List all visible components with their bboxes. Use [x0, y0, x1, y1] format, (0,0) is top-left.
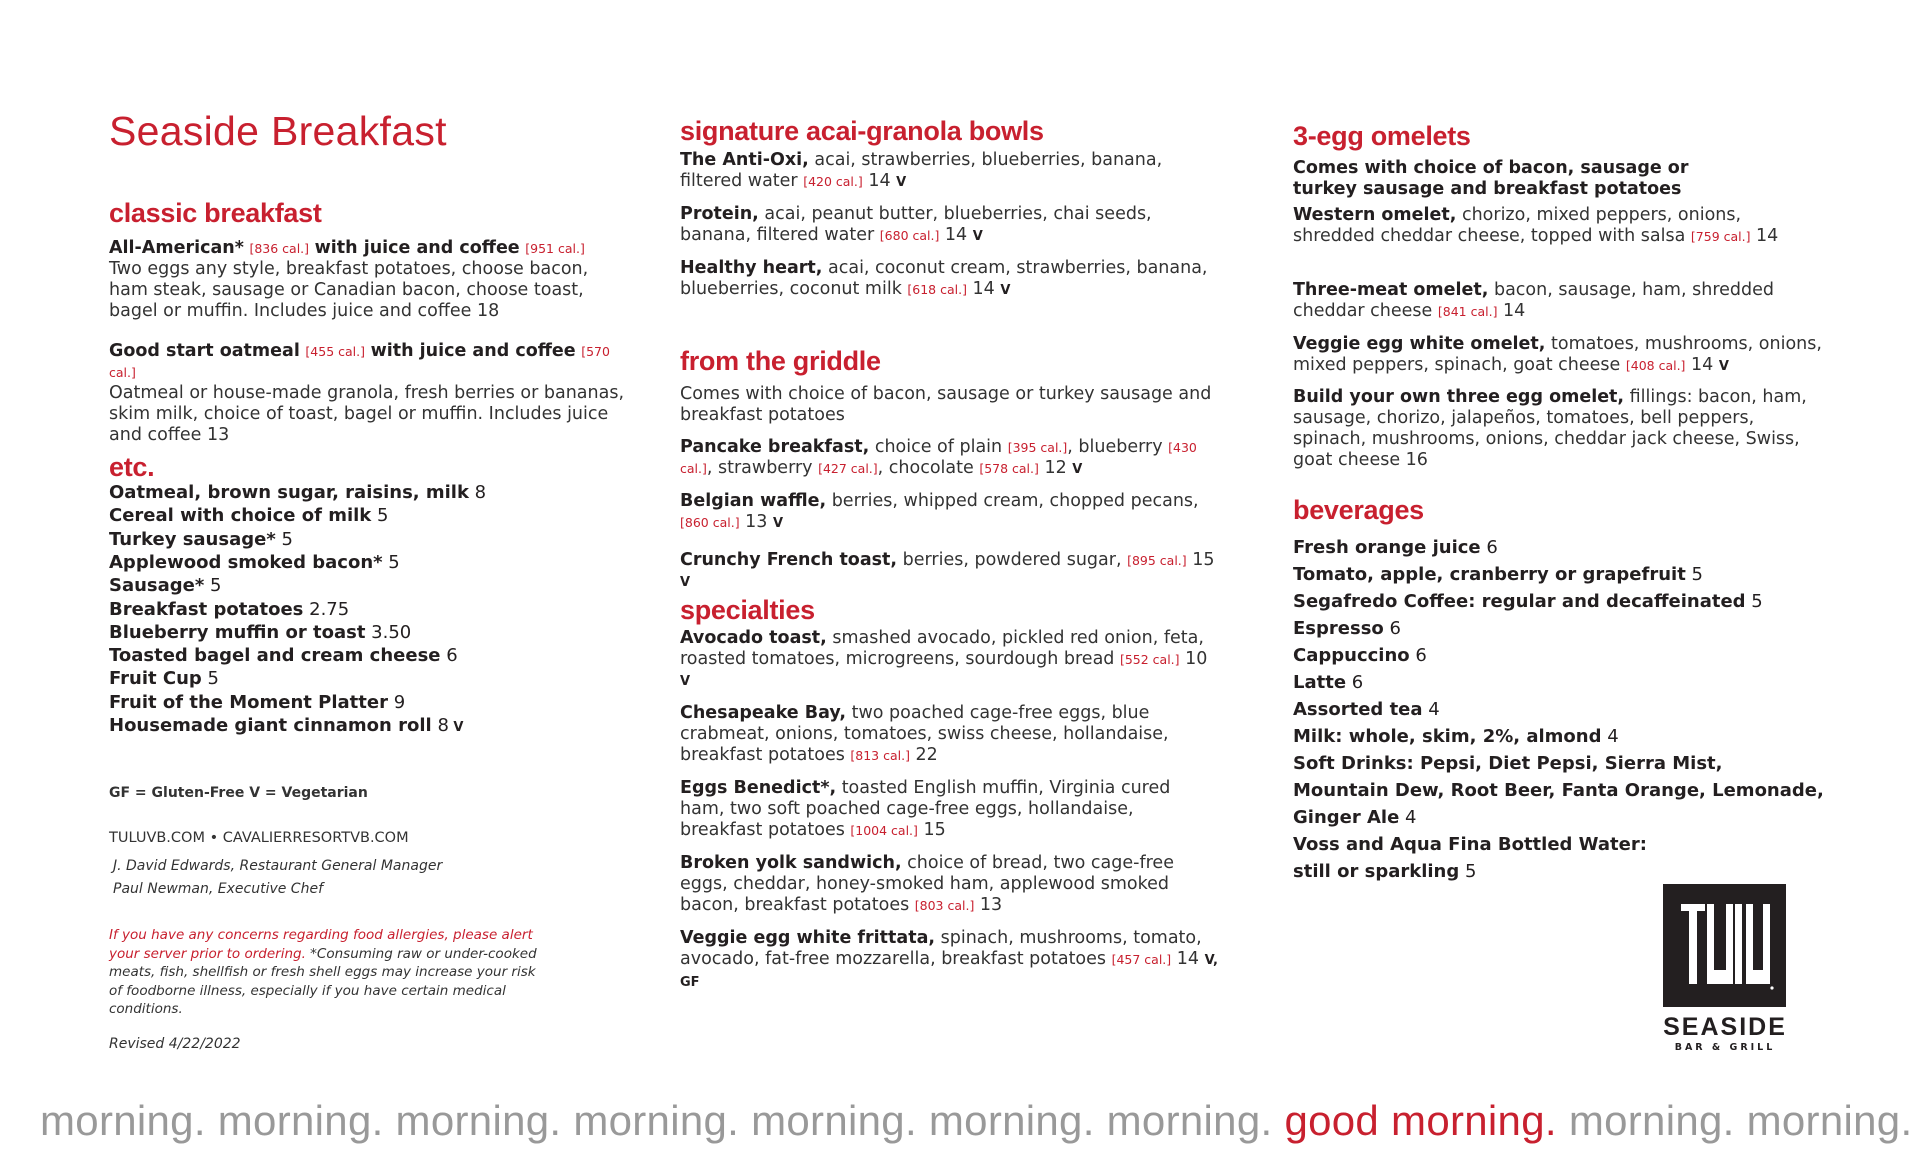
item-name: Turkey sausage* [109, 528, 276, 550]
menu-item [1293, 387, 1823, 471]
etc-item [109, 528, 293, 551]
item-name: Breakfast potatoes [109, 598, 304, 620]
page-title: Seaside Breakfast [109, 108, 447, 154]
item-name: Eggs Benedict*, [680, 778, 837, 798]
item-name: Applewood smoked bacon* [109, 551, 383, 573]
item-price: 5 [201, 668, 219, 690]
beverage-item [1293, 804, 1417, 831]
tulu-seaside-logo [1663, 884, 1787, 1053]
item-description: choice of bread, two cage-free eggs, cheddar, honey-smoked ham, applewood smoked bacon, breakfast potatoes [680, 853, 1174, 915]
allergy-notice [109, 926, 549, 1019]
item-price: 5 [1685, 564, 1703, 585]
item-description: tomatoes, mushrooms, onions, mixed peppers, spinach, goat cheese [1293, 334, 1822, 375]
menu-item-french-toast [680, 550, 1220, 593]
item-name: Toasted bagel and cream cheese [109, 645, 441, 667]
calorie-label: [395 cal.] [1007, 440, 1068, 455]
item-description: smashed avocado, pickled red onion, feta, roasted tomatoes, microgreens, sourdough bread [680, 628, 1204, 669]
item-description: toasted English muffin, Virginia cured ham, two soft poached cage-free eggs, hollandaise, breakfast potatoes [680, 778, 1171, 840]
beverage-item [1293, 831, 1647, 858]
menu-item-all-american [109, 238, 629, 322]
item-name: Latte [1293, 672, 1347, 693]
calorie-label: [457 cal.] [1111, 952, 1172, 967]
tulu-logo-icon [1663, 884, 1786, 1007]
item-name: Belgian waffle, [680, 491, 827, 511]
beverage-item [1293, 642, 1427, 669]
websites-text: TULUVB.COM • CAVALIERRESORTVB.COM [109, 830, 409, 846]
etc-item [109, 714, 464, 739]
item-description: fillings: bacon, ham, sausage, chorizo, jalapeños, tomatoes, bell peppers, spinach, mushrooms, onions, cheddar jack cheese, Swiss, goat cheese 16 [1293, 387, 1807, 470]
footer-good-morning: good morning. [1284, 1097, 1557, 1144]
item-name: Crunchy French toast, [680, 550, 898, 570]
item-price: 6 [1383, 618, 1401, 639]
item-price: 4 [1399, 807, 1417, 828]
menu-item-belgian-waffle [680, 491, 1220, 534]
menu-item [680, 853, 1220, 916]
item-price: 5 [1745, 591, 1763, 612]
menu-item [1293, 205, 1823, 247]
dietary-tag: V [1072, 462, 1083, 477]
calorie-label: [552 cal.] [1119, 652, 1180, 667]
item-price: 14 [966, 279, 1001, 299]
item-description: acai, coconut cream, strawberries, banana, blueberries, coconut milk [680, 258, 1208, 299]
item-name: Good start oatmeal [109, 341, 300, 361]
item-price: 14 [1171, 949, 1205, 969]
beverage-item [1293, 750, 1722, 777]
calorie-label: [427 cal.] [818, 461, 878, 476]
calorie-label: [895 cal.] [1127, 553, 1187, 568]
calorie-label: [430 cal.] [680, 440, 1197, 476]
item-name: Tomato, apple, cranberry or grapefruit [1293, 564, 1686, 585]
consumption-warning: *Consuming raw or under-cooked meats, fish, shellfish or fresh shell eggs may increase your risk of foodborne illness, especially if you have certain medical conditions. [109, 945, 537, 1017]
item-name: Pancake breakfast, [680, 437, 870, 457]
dietary-tag: V [448, 720, 464, 735]
item-name: Segafredo Coffee: regular and decaffeinated [1293, 591, 1746, 612]
revised-date: Revised 4/22/2022 [109, 1036, 241, 1052]
item-name-suffix: with juice and coffee [370, 341, 576, 361]
omelets-heading: 3-egg omelets [1293, 121, 1471, 151]
calorie-label: [1004 cal.] [850, 823, 918, 838]
item-price: 13 [974, 895, 1003, 915]
menu-item-good-start-oatmeal [109, 341, 629, 446]
griddle-heading: from the griddle [680, 346, 881, 376]
item-name: still or sparkling [1293, 861, 1460, 882]
item-description: bacon, sausage, ham, shredded cheddar cheese [1293, 280, 1774, 321]
item-description: spinach, mushrooms, tomato, avocado, fat-free mozzarella, breakfast potatoes [680, 928, 1202, 969]
item-name: Mountain Dew, Root Beer, Fanta Orange, Lemonade, [1293, 780, 1824, 801]
item-description: choice of plain [869, 437, 1008, 457]
etc-item [109, 481, 486, 504]
item-name: Chesapeake Bay, [680, 703, 847, 723]
calorie-label: [860 cal.] [680, 515, 740, 530]
item-price: 6 [1480, 537, 1498, 558]
item-description: berries, whipped cream, chopped pecans, [826, 491, 1199, 511]
item-price: 3.50 [365, 621, 412, 643]
item-name: Cereal with choice of milk [109, 505, 372, 527]
item-price: 5 [204, 575, 222, 597]
griddle-intro: Comes with choice of bacon, sausage or turkey sausage and breakfast potatoes [680, 384, 1212, 425]
beverage-item [1293, 723, 1619, 750]
item-description: Two eggs any style, breakfast potatoes, choose bacon, ham steak, sausage or Canadian bacon, choose toast, bagel or muffin. Includes juice and coffee 18 [109, 259, 589, 321]
item-description: two poached cage-free eggs, blue crabmeat, onions, tomatoes, swiss cheese, hollandaise, breakfast potatoes [680, 703, 1169, 765]
item-name: Soft Drinks: Pepsi, Diet Pepsi, Sierra Mist, [1293, 753, 1723, 774]
menu-item [680, 928, 1220, 993]
item-description: acai, strawberries, blueberries, banana, filtered water [680, 150, 1163, 191]
item-name: Milk: whole, skim, 2%, almond [1293, 726, 1602, 747]
beverage-item [1293, 858, 1476, 885]
etc-item [109, 691, 405, 714]
item-description: chorizo, mixed peppers, onions, shredded cheddar cheese, topped with salsa [1293, 205, 1742, 246]
etc-item [109, 504, 388, 527]
calorie-label: [420 cal.] [803, 174, 863, 189]
footer-morning-repeat: morning. morning. morning. morning. morning. morning. morning. [40, 1097, 1285, 1144]
item-price: 15 [1186, 550, 1215, 570]
item-name: Blueberry muffin or toast [109, 621, 366, 643]
menu-item [680, 628, 1220, 692]
menu-item-pancake [680, 437, 1220, 480]
logo-text-bar-grill: BAR & GRILL [1674, 1042, 1776, 1053]
etc-item [109, 621, 411, 644]
beverage-item [1293, 777, 1824, 804]
item-name: Espresso [1293, 618, 1384, 639]
item-name: Ginger Ale [1293, 807, 1400, 828]
item-price: 8 [431, 715, 449, 736]
item-price: 5 [371, 505, 389, 527]
item-name: Cappuccino [1293, 645, 1410, 666]
staff-manager: J. David Edwards, Restaurant General Manager [113, 858, 443, 874]
item-description: acai, peanut butter, blueberries, chai seeds, banana, filtered water [680, 204, 1152, 245]
dietary-tag: V [896, 175, 907, 190]
etc-item [109, 551, 400, 574]
item-price: 2.75 [303, 598, 350, 620]
item-name: Housemade giant cinnamon roll [109, 715, 432, 736]
item-description: berries, powdered sugar, [897, 550, 1128, 570]
item-price: 10 [1179, 649, 1208, 669]
item-price: 13 [739, 512, 773, 532]
item-name-suffix: with juice and coffee [314, 238, 520, 258]
item-name: Western omelet, [1293, 205, 1457, 225]
beverage-item [1293, 696, 1440, 723]
item-price: 6 [1409, 645, 1427, 666]
calorie-label: [680 cal.] [879, 228, 940, 243]
item-name: Voss and Aqua Fina Bottled Water: [1293, 834, 1647, 855]
menu-item [1293, 280, 1823, 322]
item-description: Oatmeal or house-made granola, fresh berries or bananas, skim milk, choice of toast, bagel or muffin. Includes juice and coffee 13 [109, 383, 625, 445]
legend-text: GF = Gluten-Free V = Vegetarian [109, 785, 368, 801]
beverage-item [1293, 534, 1498, 561]
item-price: 9 [387, 691, 406, 713]
item-price: 5 [1459, 861, 1477, 882]
item-name: Veggie egg white frittata, [680, 928, 936, 948]
etc-item [109, 667, 219, 690]
item-name: The Anti-Oxi, [680, 150, 809, 170]
item-description: , chocolate [877, 458, 980, 478]
dietary-tag: V [680, 674, 691, 689]
footer-morning-band [40, 1097, 1912, 1145]
calorie-label: [759 cal.] [1690, 229, 1751, 244]
item-name: Three-meat omelet, [1293, 280, 1489, 300]
menu-item [680, 258, 1220, 301]
item-name: Fresh orange juice [1293, 537, 1481, 558]
item-price: 22 [909, 745, 938, 765]
acai-bowls-heading: signature acai-granola bowls [680, 116, 1044, 146]
item-name: Broken yolk sandwich, [680, 853, 902, 873]
calorie-label: [408 cal.] [1625, 358, 1686, 373]
beverage-item [1293, 615, 1401, 642]
item-name: All-American* [109, 238, 244, 258]
item-price: 15 [917, 820, 946, 840]
item-price: 5 [275, 528, 293, 550]
item-name: Assorted tea [1293, 699, 1423, 720]
beverages-heading: beverages [1293, 495, 1424, 525]
specialties-heading: specialties [680, 595, 815, 625]
calorie-label: [570 cal.] [109, 344, 610, 380]
dietary-tag: V [772, 516, 784, 531]
item-name: Protein, [680, 204, 759, 224]
beverage-item [1293, 561, 1703, 588]
etc-heading: etc. [109, 452, 155, 482]
etc-item [109, 598, 349, 621]
item-price: 6 [1346, 672, 1364, 693]
calorie-label: [578 cal.] [979, 461, 1039, 476]
dietary-tag: V [680, 575, 691, 590]
dietary-tag: V [1718, 359, 1729, 374]
item-description: , blueberry [1067, 437, 1169, 457]
item-name: Veggie egg white omelet, [1293, 334, 1546, 354]
menu-item [680, 778, 1220, 841]
item-name: Avocado toast, [680, 628, 827, 648]
item-price: 14 [1685, 355, 1719, 375]
menu-item [680, 703, 1220, 766]
menu-item [1293, 334, 1823, 377]
calorie-label: [455 cal.] [305, 344, 365, 359]
item-name: Fruit of the Moment Platter [109, 691, 388, 713]
item-price: 4 [1422, 699, 1440, 720]
item-price: 14 [1497, 301, 1526, 321]
calorie-label: [836 cal.] [249, 241, 310, 256]
menu-item [680, 150, 1220, 193]
item-description: , strawberry [706, 458, 819, 478]
item-name: Fruit Cup [109, 668, 202, 690]
beverage-item [1293, 588, 1763, 615]
dietary-tag: V, GF [680, 953, 1218, 990]
item-price: 4 [1601, 726, 1619, 747]
item-price: 14 [1750, 226, 1779, 246]
etc-item [109, 574, 221, 597]
calorie-label: [951 cal.] [525, 241, 585, 256]
item-name: Build your own three egg omelet, [1293, 387, 1625, 407]
item-name: Sausage* [109, 575, 205, 597]
item-price: 5 [382, 551, 400, 573]
etc-item [109, 644, 458, 667]
dietary-tag: V [1000, 283, 1011, 298]
allergy-warning: If you have any concerns regarding food allergies, please alert your server prior to ordering. [109, 927, 533, 962]
beverage-item [1293, 669, 1363, 696]
staff-chef: Paul Newman, Executive Chef [113, 881, 323, 897]
item-name: Healthy heart, [680, 258, 823, 278]
omelets-intro: Comes with choice of bacon, sausage or turkey sausage and breakfast potatoes [1293, 158, 1689, 199]
item-price: 14 [862, 171, 897, 191]
item-price: 8 [468, 482, 487, 503]
item-price: 6 [440, 645, 458, 667]
menu-item [680, 204, 1220, 247]
calorie-label: [803 cal.] [914, 898, 975, 913]
item-price: 14 [939, 225, 973, 245]
calorie-label: [813 cal.] [850, 748, 910, 763]
calorie-label: [841 cal.] [1437, 304, 1498, 319]
calorie-label: [618 cal.] [907, 282, 967, 297]
logo-text-seaside: SEASIDE [1663, 1013, 1787, 1041]
logo-mark [1663, 884, 1786, 1007]
dietary-tag: V [972, 229, 983, 244]
footer-morning-repeat-end: morning. morning. [1556, 1097, 1913, 1144]
item-price: 12 [1038, 458, 1073, 478]
classic-breakfast-heading: classic breakfast [109, 198, 322, 228]
item-name: Oatmeal, brown sugar, raisins, milk [109, 482, 469, 503]
